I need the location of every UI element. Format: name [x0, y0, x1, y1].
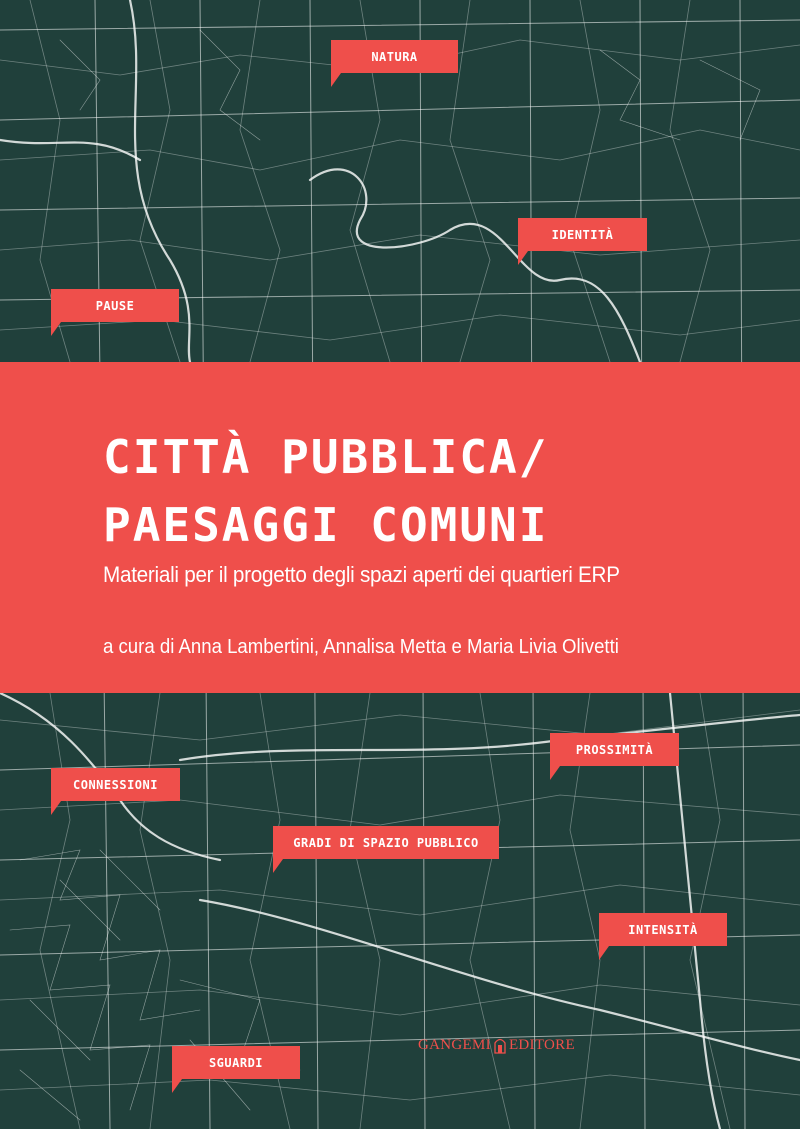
book-title-line-1: CITTÀ PUBBLICA/: [103, 430, 549, 484]
tag-pointer: [599, 946, 609, 960]
tag-intensita-label: INTENSITÀ: [628, 922, 698, 937]
tag-connessioni-label: CONNESSIONI: [73, 777, 158, 792]
tag-pointer: [518, 251, 528, 265]
tag-intensita: [599, 913, 727, 946]
publisher-name-right: EDITORE: [508, 1036, 575, 1053]
tag-sguardi: [172, 1046, 300, 1079]
publisher-logo: [418, 1036, 575, 1054]
tag-identita: [518, 218, 647, 251]
tag-pointer: [51, 801, 61, 815]
tag-pointer: [51, 322, 61, 336]
tag-pointer: [550, 766, 560, 780]
publisher-emblem-icon: [493, 1036, 507, 1054]
publisher-name-left: GANGEMI: [418, 1036, 491, 1053]
tag-connessioni: [51, 768, 180, 801]
tag-pointer: [331, 73, 341, 87]
tag-gradi-label: GRADI DI SPAZIO PUBBLICO: [293, 835, 479, 850]
tag-prossimita: [550, 733, 679, 766]
tag-prossimita-label: PROSSIMITÀ: [575, 742, 654, 757]
tag-gradi-di-spazio-pubblico: [273, 826, 499, 859]
tag-natura-label: NATURA: [371, 49, 418, 64]
book-editors: a cura di Anna Lambertini, Annalisa Metta e Maria Livia Olivetti: [103, 636, 619, 658]
tag-pointer: [172, 1079, 182, 1093]
book-subtitle: Materiali per il progetto degli spazi aperti dei quartieri ERP: [103, 562, 620, 587]
tag-pause-label: PAUSE: [95, 298, 135, 313]
tag-identita-label: IDENTITÀ: [551, 227, 614, 242]
tag-sguardi-label: SGUARDI: [208, 1055, 264, 1070]
book-title-line-2: PAESAGGI COMUNI: [103, 498, 549, 552]
tag-natura: [331, 40, 458, 73]
tag-pointer: [273, 859, 283, 873]
tag-pause: [51, 289, 179, 322]
